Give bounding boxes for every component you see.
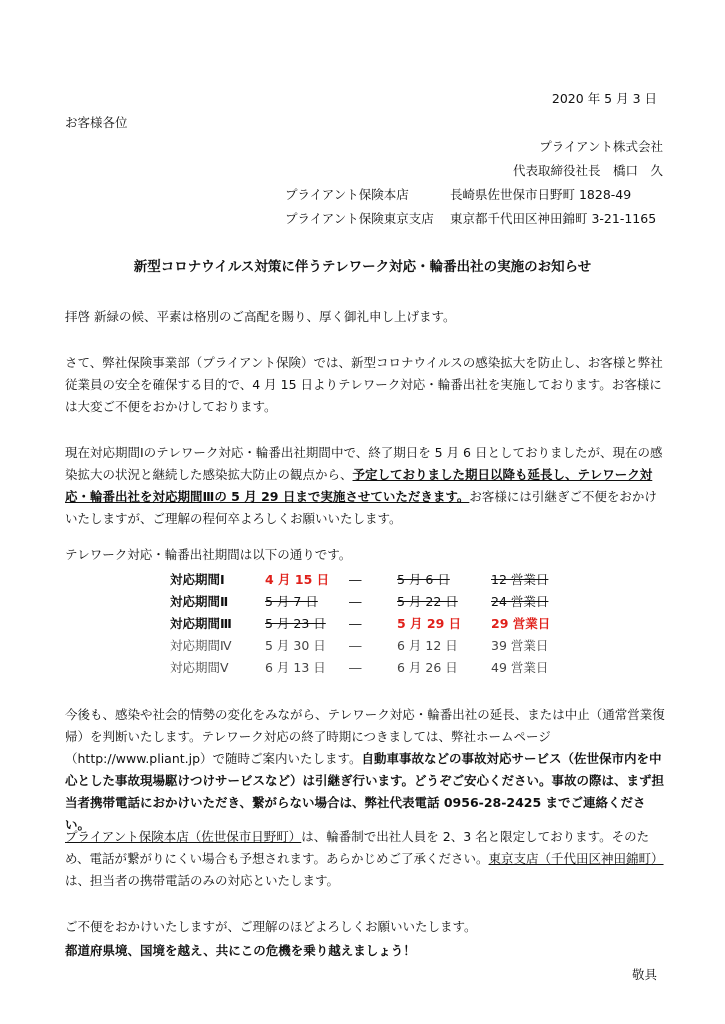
paragraph-1 (65, 352, 665, 418)
branch-address-head: 長崎県佐世保市日野町 1828-49 (450, 187, 632, 202)
period-label: 対応期間Ⅳ (170, 638, 232, 653)
period-dash: ― (349, 593, 362, 609)
notice-title: 新型コロナウイルス対策に伴うテレワーク対応・輪番出社の実施のお知らせ (133, 259, 592, 275)
paragraph-3-emphasis: 自動車事故などの事故対応サービス（佐世保市内を中心とした事故現場駆けつけサービスなど）は引継ぎ行います。どうぞご安心ください。事故の際は、まず担当者携帯電話におかけいただき、繋がらない場合は、弊社代表電話 0956-28-2425 までご連絡ください。 (65, 751, 665, 832)
paragraph-4-text-b: は、担当者の携帯電話のみの対応といたします。 (65, 873, 340, 888)
period-dash: ― (349, 637, 362, 653)
period-label: 対応期間Ⅱ (170, 594, 229, 609)
table-row (170, 656, 581, 678)
period-end: 6 月 26 日 (397, 660, 458, 675)
table-row (170, 590, 581, 612)
table-row (170, 634, 581, 656)
period-start: 4 月 15 日 (265, 572, 330, 587)
period-days: 49 営業日 (491, 660, 549, 675)
period-start: 5 月 7 日 (265, 594, 318, 609)
closing-slogan: 都道府県境、国境を越え、共にこの危機を乗り越えましょう！ (65, 943, 416, 958)
period-label: 対応期間Ⅲ (170, 616, 232, 631)
period-start: 5 月 30 日 (265, 638, 326, 653)
schedule-table (170, 568, 581, 678)
period-end: 5 月 22 日 (397, 594, 458, 609)
period-end: 5 月 29 日 (397, 616, 462, 631)
period-days: 29 営業日 (491, 616, 551, 631)
table-row (170, 612, 581, 634)
period-end: 5 月 6 日 (397, 572, 450, 587)
closing-apology: ご不便をおかけいたしますが、ご理解のほどよろしくお願いいたします。 (65, 919, 477, 934)
paragraph-2-emphasis: 予定しておりました期日以降も延長し、テレワーク対応・輪番出社を対応期間Ⅲの 5 月 29 日まで実施させていただきます。 (65, 467, 653, 504)
period-dash: ― (349, 571, 362, 587)
sign-off: 敬具 (631, 967, 657, 982)
head-office-reference: プライアント保険本店（佐世保市日野町） (65, 829, 302, 844)
period-dash: ― (349, 659, 362, 675)
representative-name: 代表取締役社長 橋口 久 (512, 163, 663, 178)
paragraph-2 (65, 442, 665, 530)
period-dash: ― (349, 615, 362, 631)
period-days: 24 営業日 (491, 594, 549, 609)
paragraph-2-text-b: お客様には引継ぎご不便をおかけいたしますが、ご理解の程何卒よろしくお願いいたします。 (65, 489, 657, 526)
period-start: 5 月 23 日 (265, 616, 326, 631)
company-name: プライアント株式会社 (539, 139, 663, 154)
period-label: 対応期間Ⅴ (170, 660, 229, 675)
addressee: お客様各位 (65, 115, 128, 130)
period-start: 6 月 13 日 (265, 660, 326, 675)
greeting (65, 306, 665, 328)
paragraph-4 (65, 826, 665, 892)
period-days: 39 営業日 (491, 638, 549, 653)
paragraph-4-text-a: は、輪番制で出社人員を 2、3 名と限定しております。そのため、電話が繋がりにくい場合も予想されます。あらかじめご了承ください。 (65, 829, 650, 866)
period-label: 対応期間Ⅰ (170, 572, 225, 587)
branch-address-tokyo: 東京都千代田区神田錦町 3-21-1165 (450, 211, 657, 226)
branch-name-tokyo: プライアント保険東京支店 (285, 211, 434, 226)
paragraph-1-text: さて、弊社保険事業部（プライアント保険）では、新型コロナウイルスの感染拡大を防止し、お客様と弊社従業員の安全を確保する目的で、4 月 15 日よりテレワーク対応・輪番出社を実施しております。お客様には大変ご不便をおかけしております。 (65, 355, 663, 414)
greeting-text: 拝啓 新緑の候、平素は格別のご高配を賜り、厚く御礼申し上げます。 (65, 309, 456, 324)
branch-name-head: プライアント保険本店 (285, 187, 409, 202)
period-days: 12 営業日 (491, 572, 549, 587)
document-date: 2020 年 5 月 3 日 (551, 91, 657, 106)
table-row (170, 568, 581, 590)
period-end: 6 月 12 日 (397, 638, 458, 653)
schedule-intro: テレワーク対応・輪番出社期間は以下の通りです。 (65, 547, 352, 562)
tokyo-branch-reference: 東京支店（千代田区神田錦町） (488, 851, 664, 866)
paragraph-3-text: 今後も、感染や社会的情勢の変化をみながら、テレワーク対応・輪番出社の延長、または中止（通常営業復帰）を判断いたします。テレワーク対応の終了時期につきましては、弊社ホームページ（http://www.pliant.jp）で随時ご案内いたします。 (65, 707, 665, 766)
paragraph-3 (65, 704, 665, 836)
paragraph-2-text-a: 現在対応期間Ⅰのテレワーク対応・輪番出社期間中で、終了期日を 5 月 6 日としておりましたが、現在の感染拡大の状況と継続した感染拡大防止の観点から、 (65, 445, 663, 482)
